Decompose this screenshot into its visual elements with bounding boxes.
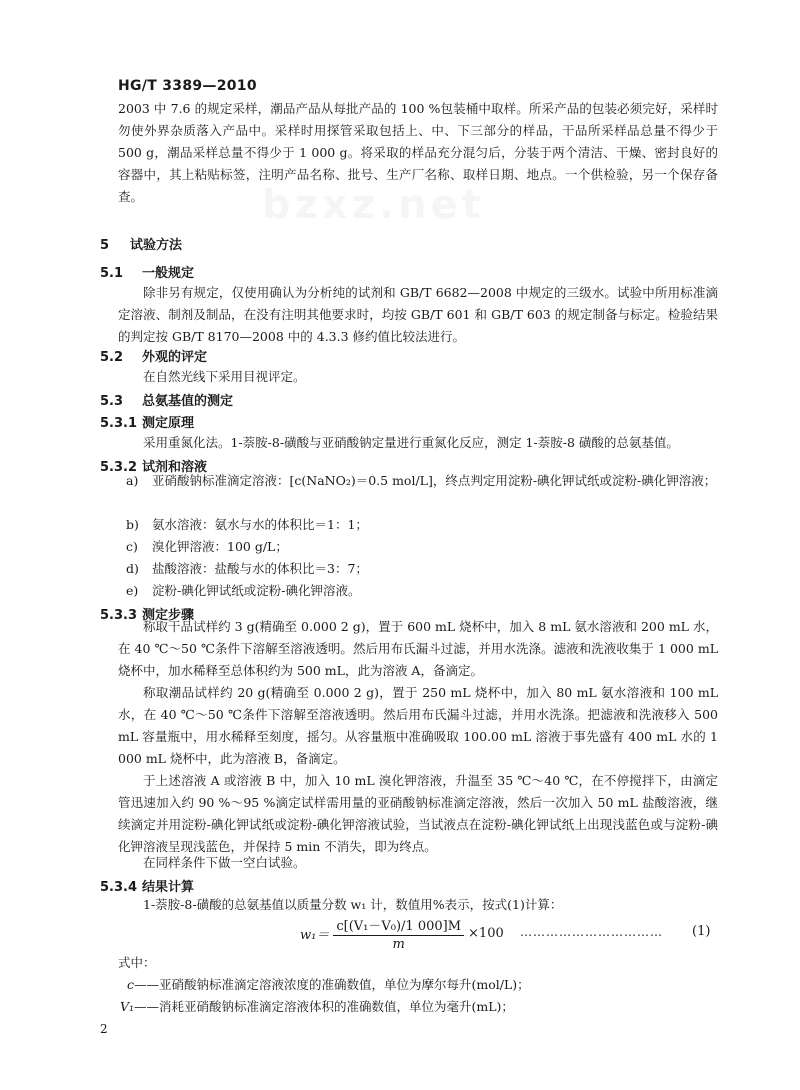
item-label: b) xyxy=(126,517,139,532)
section-number: 5.3 xyxy=(100,394,124,409)
item-label: e) xyxy=(126,583,139,598)
section-number: 5.3.1 xyxy=(100,416,138,431)
procedure-paragraph-3: 于上述溶液 A 或溶液 B 中，加入 10 mL 溴化钾溶液，升温至 35 ℃～40 ℃，在不停搅拌下，由滴定管迅速加入约 90 %～95 %滴定试样需用量的亚硝酸钠标准滴定溶液，然后一次加入 50 mL 盐酸溶液，继续滴定并用淀粉-碘化钾试纸或淀粉-碘化钾溶液试验，当试液点在淀粉-碘化钾试纸上出现浅蓝色或与淀粉-碘化钾溶液呈现浅蓝色，并保持 5 min 不消失，即为终点。 xyxy=(118,773,718,854)
formula-tail: ×100 xyxy=(468,926,504,941)
procedure-paragraph-2: 称取潮品试样约 20 g(精确至 0.000 2 g)，置于 250 mL 烧杯中，加入 80 mL 氨水溶液和 100 mL 水，在 40 ℃～50 ℃条件下溶解至溶液透明。然后用布氏漏斗过滤，并用水洗涤。把滤液和洗液移入 500 mL 容量瓶中，用水稀释至刻度，摇匀。从容量瓶中准确吸取 100.00 mL 溶液于事先盛有 400 mL 水的 1 000 mL 烧杯中，此为溶液 B，备滴定。 xyxy=(118,685,718,766)
formula-denominator: m xyxy=(392,937,405,952)
item-label: d) xyxy=(126,561,139,576)
section-5-2-text: 在自然光线下采用目视评定。 xyxy=(143,369,306,384)
procedure-paragraph-4: 在同样条件下做一空白试验。 xyxy=(143,855,306,870)
item-text: 淀粉-碘化钾试纸或淀粉-碘化钾溶液。 xyxy=(152,583,361,598)
definition-c xyxy=(120,974,712,996)
where-label: 式中： xyxy=(118,955,156,970)
definition-symbol: c xyxy=(126,977,134,992)
formula-numerator: c[(V₁－V₀)/1 000]M xyxy=(333,915,464,936)
section-number: 5.3.3 xyxy=(100,608,138,623)
formula-leader-dots: …………………………… xyxy=(520,925,663,939)
intro-paragraph: 2003 中 7.6 的规定采样，潮品产品从每批产品的 100 %包装桶中取样。所采产品的包装必须完好，采样时勿使外界杂质落入产品中。采样时用探管采取包括上、中、下三部分的样品，干品所采样品总量不得少于 500 g，潮品采样总量不得少于 1 000 g。将采取的样品充分混匀后，分装于两个清洁、干燥、密封良好的容器中，其上粘贴标签，注明产品名称、批号、生产厂名称、取样日期、地点。一个供检验，另一个保存备查。 xyxy=(118,101,718,204)
section-number: 5 xyxy=(100,238,110,253)
standard-number-header: HG/T 3389—2010 xyxy=(118,78,257,94)
procedure-paragraph-1: 称取干品试样约 3 g(精确至 0.000 2 g)，置于 600 mL 烧杯中，加入 8 mL 氨水溶液和 200 mL 水，在 40 ℃～50 ℃条件下溶解至溶液透明。然后用布氏漏斗过滤，并用水洗涤。滤液和洗液收集于 1 000 mL 烧杯中，加水稀释至总体积约为 500 mL，此为溶液 A，备滴定。 xyxy=(118,619,718,678)
section-title: 测定原理 xyxy=(142,416,195,431)
formula-fraction xyxy=(333,915,464,952)
definition-symbol: V₁ xyxy=(120,999,135,1014)
formula-lhs: w₁＝ xyxy=(300,928,330,943)
section-title: 外观的评定 xyxy=(142,350,208,365)
section-5-1-text: 除非另有规定，仅使用确认为分析纯的试剂和 GB/T 6682—2008 中规定的三级水。试验中所用标准滴定溶液、制剂及制品，在没有注明其他要求时，均按 GB/T 601 和 GB/T 603 的规定制备与标定。检验结果的判定按 GB/T 8170—2008 中的 4.3.3 修约值比较法进行。 xyxy=(118,285,718,344)
section-5-2-heading xyxy=(100,346,207,365)
section-number: 5.3.2 xyxy=(100,460,138,475)
section-5-3-1-text: 采用重氮化法。1-萘胺-8-磺酸与亚硝酸钠定量进行重氮化反应，测定 1-萘胺-8 磺酸的总氨基值。 xyxy=(143,435,679,450)
section-5-3-1-heading xyxy=(100,412,194,431)
definition-text: ——消耗亚硝酸钠标准滴定溶液体积的准确数值，单位为毫升(mL)； xyxy=(134,999,514,1014)
section-number: 5.3.4 xyxy=(100,880,138,895)
section-5-3-4-heading xyxy=(100,876,194,895)
definition-v1 xyxy=(120,996,712,1018)
section-title: 试验方法 xyxy=(130,238,183,253)
section-number: 5.1 xyxy=(100,266,124,281)
item-label: a) xyxy=(126,473,139,488)
definition-text: ——亚硝酸钠标准滴定溶液浓度的准确数值，单位为摩尔每升(mol/L)； xyxy=(134,977,530,992)
reagent-item-a xyxy=(126,470,718,492)
equation-number: (1) xyxy=(692,924,711,939)
item-label: c) xyxy=(126,539,138,554)
formula-1 xyxy=(300,915,504,952)
section-title: 试剂和溶液 xyxy=(142,460,208,475)
section-5-3-heading xyxy=(100,390,233,409)
section-title: 总氨基值的测定 xyxy=(142,394,234,409)
reagent-item-b xyxy=(126,514,718,536)
reagent-item-c xyxy=(126,536,718,558)
section-title: 测定步骤 xyxy=(142,608,195,623)
item-text: 盐酸溶液：盐酸与水的体积比＝3：7； xyxy=(152,561,368,576)
reagent-item-d xyxy=(126,558,718,580)
section-title: 一般规定 xyxy=(142,266,195,281)
page-number: 2 xyxy=(100,1022,108,1036)
section-number: 5.2 xyxy=(100,350,124,365)
section-title: 结果计算 xyxy=(142,880,195,895)
section-5-1-heading xyxy=(100,262,194,281)
item-text: 亚硝酸钠标准滴定溶液：[c(NaNO₂)＝0.5 mol/L]，终点判定用淀粉-碘化钾试纸或淀粉-碘化钾溶液； xyxy=(152,473,717,488)
item-text: 氨水溶液：氨水与水的体积比＝1：1； xyxy=(152,517,368,532)
item-text: 溴化钾溶液：100 g/L； xyxy=(152,539,288,554)
section-5-heading xyxy=(100,234,182,253)
reagent-item-e xyxy=(126,580,718,602)
calculation-intro: 1-萘胺-8-磺酸的总氨基值以质量分数 w₁ 计，数值用%表示，按式(1)计算： xyxy=(143,897,563,912)
